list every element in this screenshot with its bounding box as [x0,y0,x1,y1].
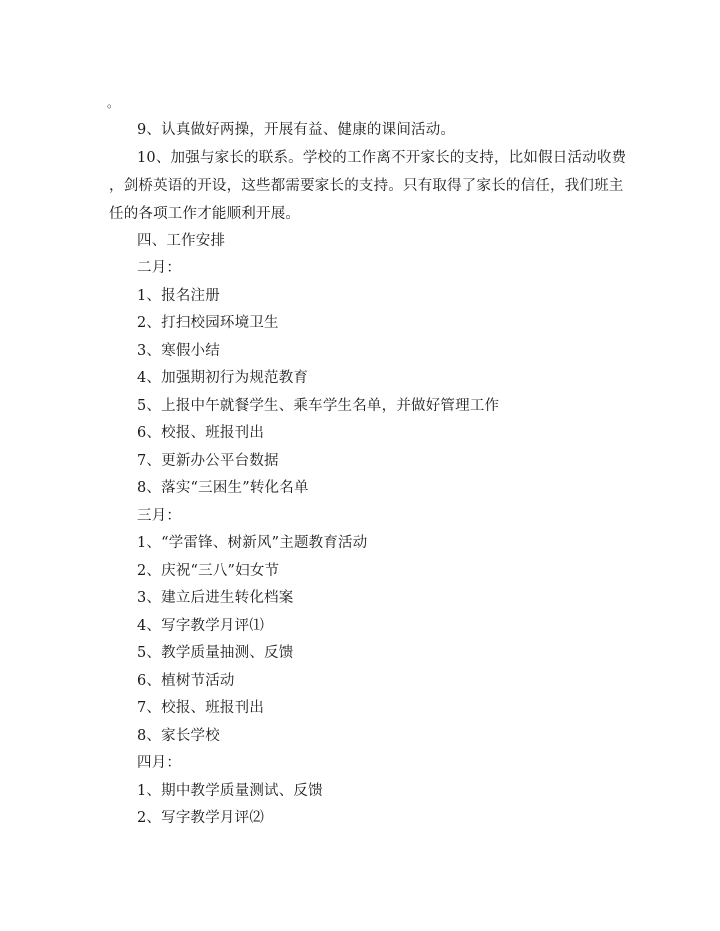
list-item: 2、写字教学月评⑵ [137,810,265,826]
list-item: 1、报名注册 [137,288,220,304]
month-title-feb: 二月： [137,260,182,276]
list-item: 2、庆祝“三八”妇女节 [137,563,280,579]
list-item: 7、更新办公平台数据 [137,453,279,469]
list-item: 1、期中教学质量测试、反馈 [137,783,323,799]
stray-punctuation: 。 [107,96,120,110]
item-10-line2: ，剑桥英语的开设，这些都需要家长的支持。只有取得了家长的信任，我们班主 [109,178,624,194]
item-10-line1: 10、加强与家长的联系。学校的工作离不开家长的支持，比如假日活动收费 [137,150,627,166]
list-item: 2、打扫校园环境卫生 [137,315,279,331]
month-title-apr: 四月： [137,755,182,771]
list-item: 4、加强期初行为规范教育 [137,370,309,386]
list-item: 5、教学质量抽测、反馈 [137,645,294,661]
section-heading: 四、工作安排 [137,233,226,249]
month-title-mar: 三月： [137,508,182,524]
item-9: 9、认真做好两操，开展有益、健康的课间活动。 [137,122,456,138]
list-item: 3、寒假小结 [137,343,220,359]
list-item: 8、家长学校 [137,728,220,744]
list-item: 5、上报中午就餐学生、乘车学生名单，并做好管理工作 [137,398,500,414]
list-item: 6、植树节活动 [137,673,235,689]
item-10-line3: 任的各项工作才能顺利开展。 [109,206,301,222]
list-item: 7、校报、班报刊出 [137,700,265,716]
list-item: 6、校报、班报刊出 [137,425,265,441]
list-item: 8、落实“三困生”转化名单 [137,480,309,496]
list-item: 1、“学雷锋、树新风”主题教育活动 [137,535,368,551]
list-item: 3、建立后进生转化档案 [137,590,294,606]
list-item: 4、写字教学月评⑴ [137,618,265,634]
